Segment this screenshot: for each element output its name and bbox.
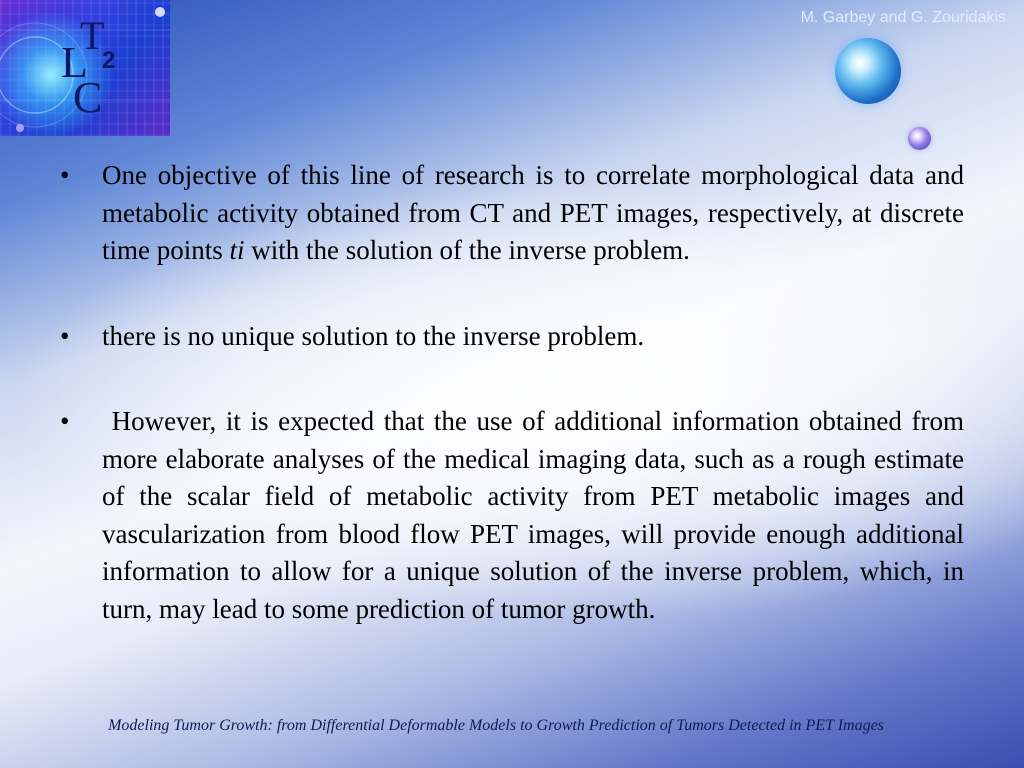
bullet-text: However, it is expected that the use of additional information obtained from more elaborate analyses of the medical imaging data, such as a rough estimate of the scalar field of metabolic activity from PET metabolic images and vascularization from blood flow PET images, will provide enough additional information to allow for a unique solution of the inverse problem, which, in turn, may lead to some prediction of tumor growth. <box>102 406 965 624</box>
decorative-orb-large-icon <box>835 38 901 104</box>
lt2c-logo-icon <box>0 0 170 136</box>
bullet-item-additional-information <box>60 403 964 628</box>
bullet-marker: • <box>60 320 70 351</box>
logo-graphic <box>0 0 170 136</box>
logo-letter-c: C <box>73 73 103 122</box>
bullet-text: there is no unique solution to the inverse problem. <box>102 320 645 351</box>
bullet-list <box>60 157 964 628</box>
bullet-marker: • <box>60 160 70 190</box>
author-credit: M. Garbey and G. Zouridakis <box>800 9 1006 26</box>
decorative-orb-small-icon <box>908 127 931 150</box>
logo-letter-t: T <box>80 13 105 58</box>
bullet-item-no-unique-solution <box>60 318 964 356</box>
logo-letter-l: L <box>61 38 88 87</box>
footer-caption: Modeling Tumor Growth: from Differential Deformable Models to Growth Prediction of Tumors Detected in PET Images <box>108 717 884 734</box>
logo-letter-2: 2 <box>102 47 116 74</box>
bullet-item-objective <box>60 157 964 270</box>
bullet-text: One objective of this line of research is to correlate morphological data and metabolic activity obtained from CT and PET images, respectively, at discrete time points ti with the solution of the inverse problem. <box>102 160 964 265</box>
bullet-marker: • <box>60 406 70 436</box>
